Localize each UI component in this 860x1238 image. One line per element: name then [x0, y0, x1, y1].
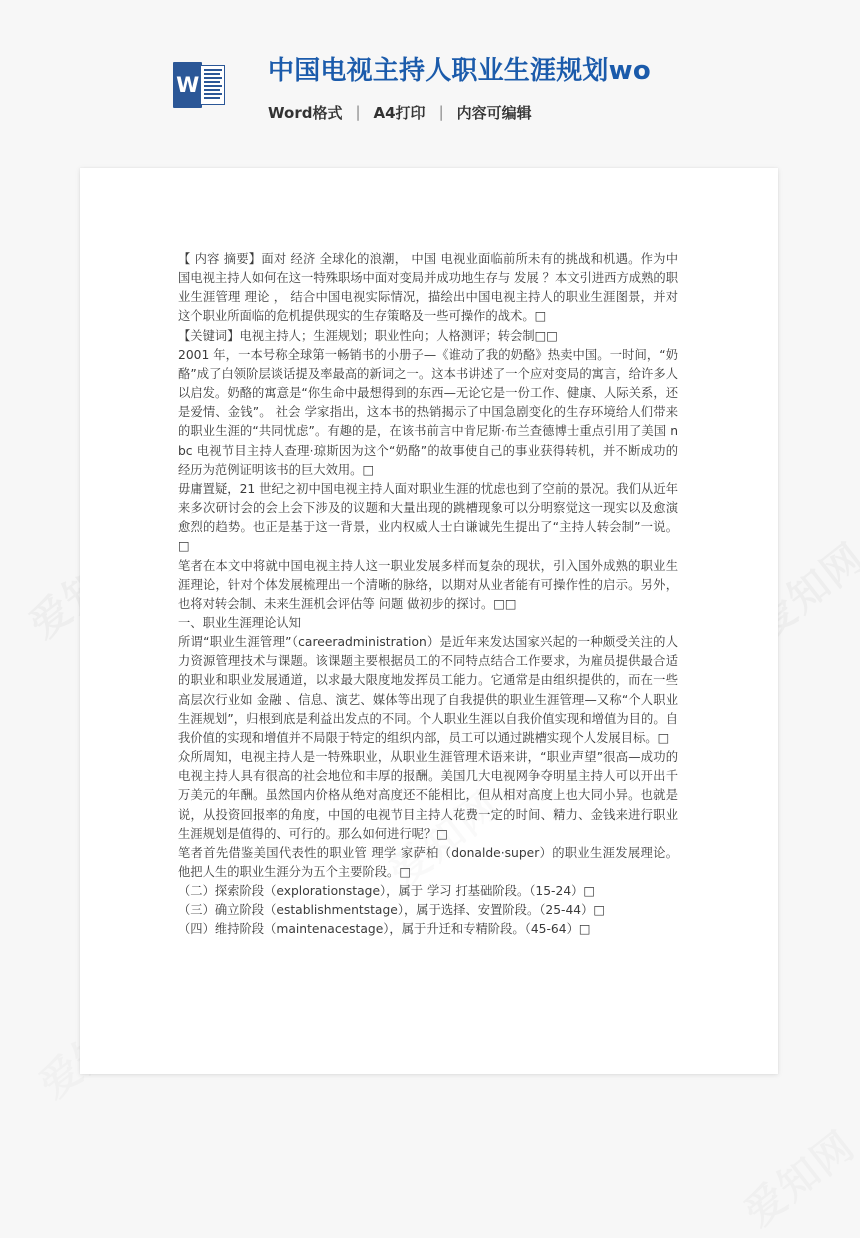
meta-editable-label: 内容可编辑 — [456, 103, 532, 122]
document-paragraph: 【关键词】电视主持人；生涯规划；职业性向；人格测评；转会制□□ — [178, 328, 558, 343]
word-icon-page-line — [204, 81, 220, 83]
document-heading: 一、职业生涯理论认知 — [178, 615, 301, 630]
document-page-preview[interactable] — [80, 168, 778, 1074]
document-paragraph: 笔者在本文中将就中国电视主持人这一职业发展多样而复杂的现状，引入国外成熟的职业生涯理论，针对个体发展梳理出一个清晰的脉络，以期对从业者能有可操作性的启示。另外，也将对转会制、未来生涯机会评估等 问题 做初步的探讨。□□ — [178, 558, 678, 611]
document-paragraph: 毋庸置疑，21 世纪之初中国电视主持人面对职业生涯的忧虑也到了空前的景况。我们从近年来多次研讨会的会上会下涉及的议题和大量出现的跳槽现象可以分明察觉这一现实以及愈演愈烈的趋势。也正是基于这一背景，业内权威人士白谦诚先生提出了“主持人转会制”一说。□ — [178, 481, 678, 554]
meta-separator: | — [355, 103, 361, 122]
word-icon-page-line — [204, 93, 222, 95]
document-list-item: （三）确立阶段（establishmentstage），属于选择、安置阶段。（25-44）□ — [178, 903, 606, 918]
document-paragraph: 众所周知，电视主持人是一特殊职业，从职业生涯管理术语来讲，“职业声望”很高—成功的电视主持人具有很高的社会地位和丰厚的报酬。美国几大电视网争夺明星主持人可以开出千万美元的年酬。虽然国内价格从绝对高度还不能相比，但从相对高度上也大同小异。也就是说，从投资回报率的角度，中国的电视节目主持人花费一定的时间、精力、金钱来进行职业生涯规划是值得的、可行的。那么如何进行呢？□ — [178, 750, 678, 841]
word-icon-page — [200, 65, 225, 105]
meta-format-label: Word格式 — [268, 103, 343, 122]
page-header — [0, 0, 860, 168]
document-paragraph: 所谓“职业生涯管理”（careeradministration）是近年来发达国家兴起的一种颇受关注的人力资源管理技术与课题。该课题主要根据员工的不同特点结合工作要求，为雇员提供最合适的职业和职业发展通道，以求最大限度地发挥员工能力。它通常是由组织提供的，而在一些高层次行业如 金融 、信息、演艺、媒体等出现了自我提供的职业生涯管理—又称“个人职业生涯规划”，归根到底是利益出发点的不同。个人职业生涯以自我价值实现和增值为目的。自我价值的实现和增值并不局限于特定的组织内部，员工可以通过跳槽实现个人发展目标。□ — [178, 635, 678, 745]
document-list-item: （四）维持阶段（maintenacestage），属于升迁和专精阶段。（45-64）□ — [178, 922, 591, 937]
document-paragraph: 笔者首先借鉴美国代表性的职业管 理学 家萨柏（donalde·super）的职业生涯发展理论。他把人生的职业生涯分为五个主要阶段。□ — [178, 845, 678, 879]
meta-print-label: A4打印 — [373, 103, 426, 122]
word-icon-page-line — [204, 97, 220, 99]
word-icon-page-line — [204, 73, 220, 75]
word-icon-letter-block — [173, 62, 202, 108]
document-paragraph: 【 内容 摘要】面对 经济 全球化的浪潮， 中国 电视业面临前所未有的挑战和机遇。作为中国电视主持人如何在这一特殊职场中面对变局并成功地生存与 发展 ？本文引进西方成熟的职业生涯管理 理论 ， 结合中国电视实际情况，描绘出中国电视主持人的职业生涯图景，并对这个职业所面临的危机提供现实的生存策略及一些可操作的战术。□ — [178, 252, 678, 324]
meta-separator: | — [438, 103, 444, 122]
word-icon-letter: W — [176, 72, 199, 97]
watermark — [731, 1115, 860, 1237]
document-body-text — [178, 250, 678, 940]
document-meta-bar — [268, 102, 651, 123]
document-list-item: （二）探索阶段（explorationstage），属于 学习 打基础阶段。（15-24）□ — [178, 884, 596, 899]
word-icon-page-line — [204, 89, 220, 91]
word-icon-page-line — [204, 85, 222, 87]
header-text-group — [268, 56, 651, 123]
word-icon-page-line — [204, 69, 222, 71]
word-icon-page-line — [204, 77, 222, 79]
document-paragraph: 2001 年，一本号称全球第一畅销书的小册子—《谁动了我的奶酪》热卖中国。一时间，“奶酪”成了白领阶层谈话提及率最高的新词之一。这本书讲述了一个应对变局的寓言，给许多人以启发。奶酪的寓意是“你生命中最想得到的东西—无论它是一份工作、健康、人际关系，还是爱情、金钱”。 社会 学家指出，这本书的热销揭示了中国急剧变化的生存环境给人们带来的职业生涯的“共同忧虑”。有趣的是，在该书前言中肯尼斯·布兰查德博士重点引用了美国 nbc 电视节目主持人查理·琼斯因为这个“奶酪”的故事使自己的事业获得转机，并不断成功的经历为范例证明该书的巨大效用。□ — [178, 347, 678, 477]
page-title: 中国电视主持人职业生涯规划wo — [268, 56, 651, 86]
word-document-icon — [172, 60, 232, 116]
